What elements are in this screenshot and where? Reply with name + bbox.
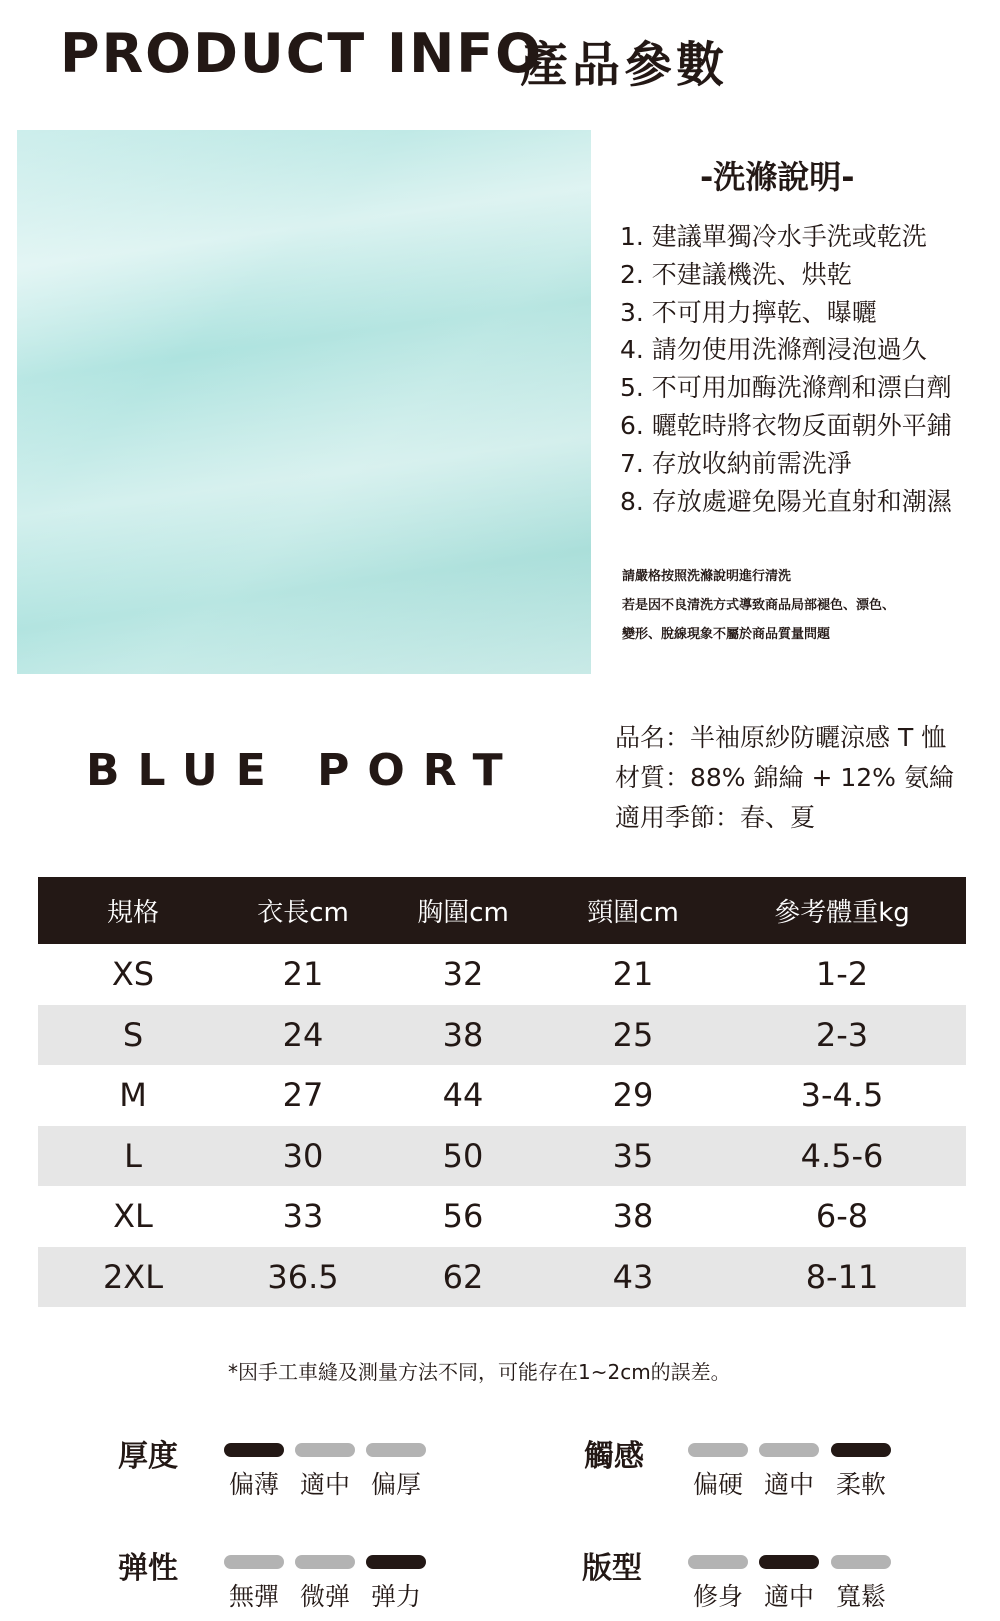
care-note-line: 請嚴格按照洗滌說明進行清洗 (622, 569, 792, 584)
attribute-fit (582, 1543, 972, 1621)
rating-bar (759, 1443, 819, 1457)
table-cell: 38 (378, 1005, 548, 1066)
table-cell: 1-2 (815, 955, 869, 994)
rating-option: 偏厚 (370, 1470, 421, 1499)
table-cell: 3-4.5 (800, 1076, 884, 1115)
rating-bar (831, 1443, 891, 1457)
rating-option: 寬鬆 (835, 1582, 886, 1611)
table-cell: L (38, 1126, 228, 1187)
table-cell: 32 (442, 955, 484, 994)
care-item: 8. 存放處避免陽光直射和潮濕 (620, 486, 952, 516)
attribute-label: 厚度 (118, 1439, 178, 1474)
table-cell: XS (111, 955, 155, 994)
rating-bar (224, 1555, 284, 1569)
brand-name: BLUE PORT (86, 745, 521, 796)
rating-bar (295, 1443, 355, 1457)
rating-option: 偏硬 (692, 1470, 743, 1499)
rating-option: 偏薄 (228, 1470, 279, 1499)
table-cell: 2-3 (718, 1005, 966, 1066)
rating-option: 微弹 (299, 1582, 350, 1611)
care-list (620, 218, 952, 520)
table-cell: XL (113, 1197, 153, 1236)
care-note-line: 變形、脫線現象不屬於商品質量問題 (622, 627, 831, 642)
attribute-thickness (118, 1431, 508, 1511)
table-cell: 21 (282, 955, 324, 994)
table-cell: 6-8 (815, 1197, 869, 1236)
table-cell: M (119, 1076, 147, 1115)
table-cell: 33 (282, 1197, 324, 1236)
care-item: 7. 存放收納前需洗淨 (620, 448, 852, 478)
table-cell: S (38, 1005, 228, 1066)
table-cell: 24 (228, 1005, 378, 1066)
table-row (38, 1005, 966, 1066)
table-cell: 27 (282, 1076, 324, 1115)
table-cell: 21 (612, 955, 654, 994)
table-cell: 38 (612, 1197, 654, 1236)
table-cell: 4.5-6 (718, 1126, 966, 1187)
table-cell: 30 (228, 1126, 378, 1187)
care-item: 1. 建議單獨冷水手洗或乾洗 (620, 222, 927, 251)
table-header-cell: 規格 (38, 877, 228, 944)
rating-option: 無彈 (228, 1582, 279, 1611)
rating-option: 適中 (763, 1470, 814, 1499)
rating-option: 柔軟 (835, 1470, 886, 1499)
rating-option: 適中 (299, 1470, 350, 1499)
fabric-photo (17, 130, 591, 674)
table-cell: 56 (442, 1197, 484, 1236)
care-note-line: 若是因不良清洗方式導致商品局部褪色、漂色、 (622, 598, 896, 613)
product-season: 適用季節：春、夏 (615, 803, 816, 832)
rating-option: 修身 (692, 1582, 743, 1611)
table-cell: 44 (442, 1076, 484, 1115)
table-cell: 29 (612, 1076, 654, 1115)
care-item: 3. 不可用力擰乾、曝曬 (620, 297, 877, 327)
rating-bar (295, 1555, 355, 1569)
rating-bar (366, 1555, 426, 1569)
table-header-cell: 胸圍cm (378, 877, 548, 944)
rating-option: 適中 (763, 1582, 814, 1611)
attribute-touch (584, 1431, 974, 1511)
table-cell: 25 (548, 1005, 718, 1066)
attribute-label: 觸感 (584, 1439, 644, 1474)
table-row (38, 1065, 966, 1126)
care-item: 4. 請勿使用洗滌劑浸泡過久 (620, 335, 927, 365)
table-row (38, 1126, 966, 1187)
table-cell: 43 (548, 1247, 718, 1308)
table-header-row (38, 877, 966, 944)
rating-bar (688, 1443, 748, 1457)
table-cell: 62 (378, 1247, 548, 1308)
table-cell: 36.5 (228, 1247, 378, 1308)
attribute-label: 弹性 (118, 1551, 178, 1586)
rating-bar (366, 1443, 426, 1457)
care-item: 6. 曬乾時將衣物反面朝外平鋪 (620, 410, 952, 440)
page-title-zh: 產品參數 (520, 37, 729, 93)
care-item: 5. 不可用加酶洗滌劑和漂白劑 (620, 373, 952, 403)
attribute-elasticity (118, 1543, 508, 1621)
attribute-label: 版型 (582, 1551, 642, 1586)
table-cell: 50 (378, 1126, 548, 1187)
table-row (38, 1186, 966, 1247)
care-title: -洗滌說明- (700, 158, 855, 196)
table-cell: 2XL (38, 1247, 228, 1308)
table-row (38, 1247, 966, 1308)
product-material: 材質：88% 錦綸 + 12% 氨綸 (615, 763, 954, 792)
rating-bar (224, 1443, 284, 1457)
care-item: 2. 不建議機洗、烘乾 (620, 259, 852, 289)
table-cell: 35 (548, 1126, 718, 1187)
rating-bar (688, 1555, 748, 1569)
table-cell: 8-11 (718, 1247, 966, 1308)
table-row (38, 944, 966, 1005)
rating-option: 弹力 (370, 1582, 421, 1611)
table-header-cell: 頸圍cm (548, 877, 718, 944)
rating-bar (831, 1555, 891, 1569)
product-name: 品名：半袖原紗防曬涼感 T 恤 (615, 723, 947, 752)
size-table (38, 877, 966, 1307)
rating-bar (759, 1555, 819, 1569)
page-title: PRODUCT INFO (60, 22, 544, 85)
product-info (615, 718, 954, 838)
size-footnote: *因手工車縫及測量方法不同，可能存在1~2cm的誤差。 (228, 1360, 731, 1384)
table-header-cell: 參考體重kg (718, 877, 966, 944)
table-header-cell: 衣長cm (228, 877, 378, 944)
care-note (622, 562, 895, 649)
